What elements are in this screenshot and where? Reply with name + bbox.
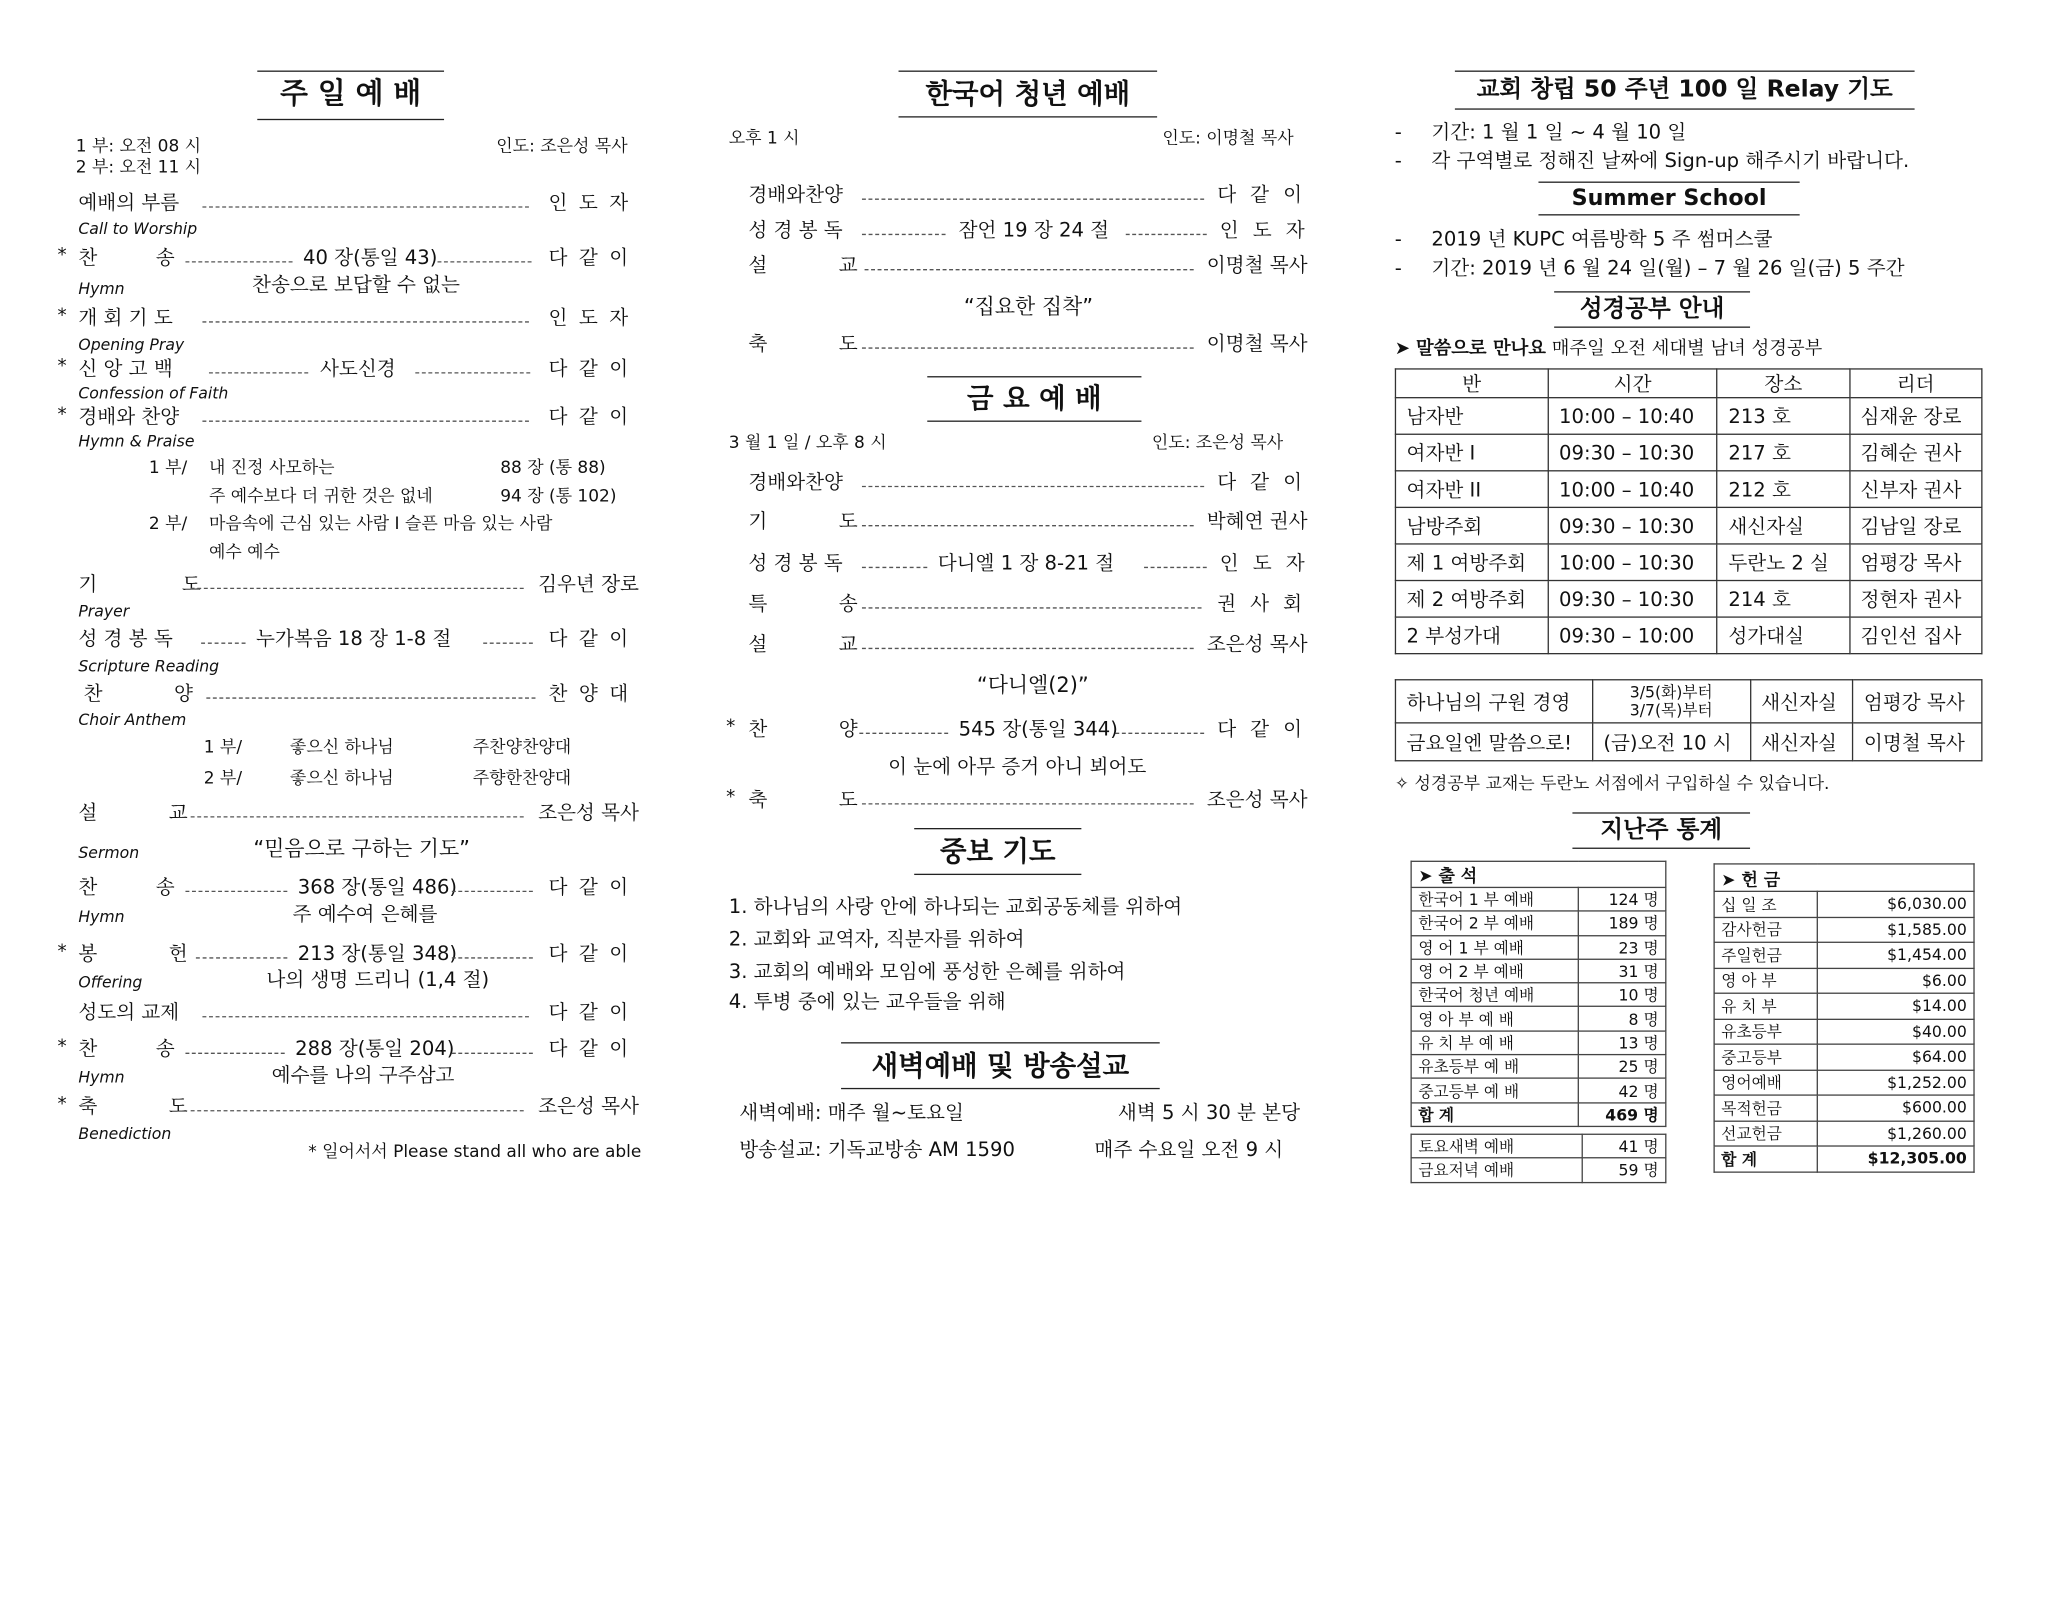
hymn3-label: 찬 송	[78, 1036, 175, 1061]
summer-title: Summer School	[1538, 182, 1799, 216]
broadcast-time: 매주 수요일 오전 9 시	[1094, 1137, 1284, 1162]
youth-bless-who: 이명철 목사	[1206, 331, 1308, 356]
leader-dots	[862, 234, 946, 235]
friday-hymn-label: 찬 양	[748, 716, 858, 741]
friday-bless-label: 축 도	[748, 787, 858, 812]
leader-dots	[438, 261, 532, 262]
friday-scripture: 다니엘 1 장 8-21 절	[937, 551, 1115, 575]
attendance-extra-table	[1410, 1134, 1666, 1183]
leader-dots	[191, 816, 524, 817]
stand-mark: *	[57, 1036, 67, 1058]
summer-item: 기간: 2019 년 6 월 24 일(월) – 7 월 26 일(금) 5 주간	[1431, 255, 1905, 280]
opening-label: 개 회 기 도	[78, 305, 173, 330]
creed-en: Confession of Faith	[78, 383, 229, 403]
stand-note: * 일어서서 Please stand all who are able	[308, 1142, 642, 1163]
right-column: 교회 창립 50 주년 100 일 Relay 기도 - 기간: 1 월 1 일 ~ 4 월 10 일 - 각 구역별로 정해진 날짜에 Sign-up 해주시기 바랍니다. Summer School - 2019 년 KUPC 여름방학 5 주 썸머스쿨 - 기간: 2019 년 6 월 24 일(월) – 7 월 26 일(금) 5 주간 성경공부 안내 ➤ 말씀으로 만나요 매주일 오전 세대별 남녀 성경공부 반 시간 장소 리더 남자반 10:00 – 10:40 213 호 심재윤 장로 여자반 I 09:30 – 10:30 217 호 김혜순 권사 여자반 II 10:00 – 10:40 212 호 신부자 권사 남방주회 09:30 – 10:30 새신자실 김남일 장로 제 1 여방주회 10:00 – 10:30 두란노 2 실 엄평강 목사 제 2 여방주회 09:30 – 10:30 214 호 정현자 권사 2 부성가대 09:30 – 10:00 성가대실 김인선 집사 하나님의 구원 경영 3/5(화)부터 3/7(목)부터 새신자실 엄평강 목사 금요일엔 말씀으로! (금)오전 10 시 새신자실 이명철 목사 ✧ 성경공부 교재는 두란노 서점에서 구입하실 수 있습니다. 지난주 통계 ➤ 출 석 한국어 1 부 예배 124 명 한국어 2 부 예배 189 명 영 어 1 부 예배 23 명 영 어 2 부 예배 31 명 한국어 청년 예배 10 명 영 아 부 예 배 8 명 유 치 부 예 배 13 명 유초등부 예 배 25 명 중고등부 예 배 42 명 합 계 469 명 토요새벽 예배 41 명 금요저녁 예배 59 명 ➤ 헌 금 십 일 조 $6,030.00 감사헌금 $1,585.00 주일헌금 $1,454.00 영 아 부 $6.00 유 치 부 $14.00 유초등부 $40.00 중고등부 $64.00 영어예배 $1,252.00 목적헌금 $600.00 선교헌금 $1,260.00 합 계 $12,305.00	[1387, 0, 1990, 1225]
leader-dots	[185, 1053, 284, 1054]
friday-time: 3 월 1 일 / 오후 8 시	[728, 433, 887, 454]
hymn3-title: 예수를 나의 구주삼고	[271, 1063, 455, 1087]
anthem-label: 찬 양	[83, 681, 193, 706]
hymn3-en: Hymn	[78, 1068, 125, 1087]
youth-row-label: 설 교	[748, 253, 858, 277]
stand-mark: *	[57, 404, 67, 426]
table-row: 주일헌금 $1,454.00	[1714, 942, 1974, 967]
anthem-song: 좋으신 하나님	[289, 769, 394, 789]
table-row: 한국어 2 부 예배 189 명	[1411, 911, 1666, 935]
opening-en: Opening Pray	[78, 335, 185, 354]
column-header: 시간	[1548, 369, 1717, 398]
friday-hymn-number: 545 장(통일 344)	[958, 716, 1118, 741]
relay-title: 교회 창립 50 주년 100 일 Relay 기도	[1455, 71, 1915, 110]
table-row: 2 부성가대 09:30 – 10:00 성가대실 김인선 집사	[1395, 617, 1981, 654]
table-row: 한국어 청년 예배 10 명	[1411, 983, 1666, 1007]
offering-title: 나의 생명 드리니 (1,4 절)	[266, 967, 490, 992]
hymn2-number: 368 장(통일 486)	[297, 875, 458, 899]
leader-dots	[862, 803, 1194, 804]
praise-who: 다 같 이	[548, 404, 631, 429]
creed-label: 신 앙 고 백	[78, 356, 173, 381]
anthem-part: 2 부/	[203, 769, 243, 789]
leader-dots	[865, 269, 1194, 270]
table-row: 중고등부 예 배 42 명	[1411, 1079, 1666, 1103]
friday-row-label: 설 교	[748, 632, 858, 656]
offering-number: 213 장(통일 348)	[297, 941, 458, 966]
dawn-title: 새벽예배 및 방송설교	[841, 1042, 1160, 1089]
praise-part: 1 부/	[148, 458, 188, 478]
friday-row-who: 인 도 자	[1219, 551, 1309, 575]
intercession-item: 3. 교회의 예배와 모임에 풍성한 은혜를 위하여	[728, 959, 1126, 984]
table-row: 영어예배 $1,252.00	[1714, 1070, 1974, 1095]
sermon-label: 설 교	[78, 800, 188, 825]
stand-mark: *	[57, 941, 67, 963]
benediction-who: 조은성 목사	[538, 1094, 639, 1118]
table-row: 한국어 1 부 예배 124 명	[1411, 887, 1666, 911]
offering-title: 헌 금	[1741, 870, 1781, 891]
table-row: 하나님의 구원 경영 3/5(화)부터 3/7(목)부터 새신자실 엄평강 목사	[1395, 680, 1981, 723]
youth-scripture: 잠언 19 장 24 절	[958, 218, 1110, 242]
praise-song: 내 진정 사모하는	[208, 458, 335, 478]
praise-song: 예수 예수	[208, 543, 280, 563]
youth-row-label: 경배와찬양	[748, 182, 843, 207]
youth-bless-label: 축 도	[748, 331, 858, 356]
prayer-label: 기 도	[78, 572, 201, 596]
friday-service-title: 금 요 예 배	[927, 376, 1141, 422]
broadcast-schedule: 방송설교: 기독교방송 AM 1590	[739, 1137, 1015, 1162]
middle-column	[716, 0, 1330, 1225]
offering-label: 봉 헌	[78, 941, 188, 966]
sermon-title: “믿음으로 구하는 기도”	[253, 835, 470, 861]
leader-dots	[1126, 234, 1207, 235]
offering-table	[1713, 863, 1974, 1172]
relay-item: 각 구역별로 정해진 날짜에 Sign-up 해주시기 바랍니다.	[1431, 148, 1910, 173]
attendance-table	[1410, 861, 1666, 1127]
youth-leader: 인도: 이명철 목사	[1162, 129, 1294, 149]
friday-hymn-title: 이 눈에 아무 증거 아니 뵈어도	[888, 754, 1147, 779]
praise-part: 2 부/	[148, 514, 188, 535]
sunday-service-column	[57, 0, 659, 1225]
leader-dots	[862, 567, 927, 568]
anthem-part: 1 부/	[203, 737, 243, 758]
friday-row-who: 다 같 이	[1217, 470, 1307, 494]
hymn3-number: 288 장(통일 204)	[295, 1036, 455, 1061]
call-label: 예배의 부름	[78, 190, 180, 215]
youth-service-title: 한국어 청년 예배	[899, 71, 1158, 118]
sermon-en: Sermon	[78, 843, 140, 862]
table-row: 제 2 여방주회 09:30 – 10:30 214 호 정현자 권사	[1395, 581, 1981, 618]
table-row: 금요일엔 말씀으로! (금)오전 10 시 새신자실 이명철 목사	[1395, 723, 1981, 761]
praise-number: 88 장 (통 88)	[500, 458, 606, 478]
creed-text: 사도신경	[319, 356, 396, 381]
table-row: 중고등부 $64.00	[1714, 1044, 1974, 1069]
youth-row-who: 인 도 자	[1219, 218, 1309, 242]
hymn1-title: 찬송으로 보답할 수 없는	[252, 272, 460, 297]
service-leader: 인도: 조은성 목사	[496, 137, 628, 157]
dawn-place: 새벽 5 시 30 분 본당	[1117, 1100, 1301, 1125]
table-row: 영 아 부 예 배 8 명	[1411, 1007, 1666, 1031]
opening-who: 인 도 자	[548, 305, 631, 330]
friday-bless-who: 조은성 목사	[1206, 787, 1308, 812]
scripture-en: Scripture Reading	[78, 656, 220, 676]
column-header: 리더	[1849, 369, 1981, 398]
stand-mark: *	[57, 245, 67, 267]
hymn1-label: 찬 송	[78, 245, 175, 270]
stand-mark: *	[57, 305, 67, 327]
friday-row-label: 기 도	[748, 509, 858, 533]
call-who: 인 도 자	[548, 190, 631, 215]
leader-dots	[1115, 733, 1204, 734]
table-row: 유 치 부 예 배 13 명	[1411, 1031, 1666, 1055]
leader-dots	[483, 643, 533, 644]
anthem-song: 좋으신 하나님	[289, 737, 394, 758]
leader-dots	[859, 733, 948, 734]
hymn2-label: 찬 송	[78, 875, 175, 899]
friday-row-who: 조은성 목사	[1206, 632, 1308, 656]
table-row: 여자반 II 10:00 – 10:40 212 호 신부자 권사	[1395, 471, 1981, 508]
scripture-text: 누가복음 18 장 1-8 절	[255, 626, 452, 651]
arrow-icon: ➤	[1418, 867, 1439, 887]
friday-row-label: 성 경 봉 독	[748, 551, 843, 575]
benediction-en: Benediction	[78, 1124, 172, 1143]
praise-song: 마음속에 근심 있는 사람 I 슬픈 마음 있는 사람	[208, 514, 553, 535]
table-row: 남자반 10:00 – 10:40 213 호 심재윤 장로	[1395, 398, 1981, 435]
intercession-item: 1. 하나님의 사랑 안에 하나되는 교회공동체를 위하여	[728, 894, 1183, 919]
arrow-icon: ➤	[1721, 870, 1742, 891]
leader-dots	[862, 347, 1194, 348]
bible-intro: ➤ 말씀으로 만나요 매주일 오전 세대별 남녀 성경공부	[1394, 338, 1823, 360]
intercession-title: 중보 기도	[914, 828, 1081, 875]
bible-extra-table	[1395, 679, 1983, 761]
anthem-choir: 주향한찬양대	[472, 769, 572, 789]
table-row: 영 어 1 부 예배 23 명	[1411, 935, 1666, 959]
table-row: 유초등부 $40.00	[1714, 1019, 1974, 1044]
friday-sermon-title: “다니엘(2)”	[976, 672, 1089, 698]
service-time-1: 1 부: 오전 08 시	[75, 137, 202, 157]
table-row: 남방주회 09:30 – 10:30 새신자실 김남일 장로	[1395, 507, 1981, 544]
leader-dots	[191, 1110, 524, 1111]
column-header: 장소	[1717, 369, 1849, 398]
table-row: 선교헌금 $1,260.00	[1714, 1121, 1974, 1146]
leader-dots	[862, 525, 1194, 526]
youth-row-label: 성 경 봉 독	[748, 218, 843, 242]
youth-sermon-title: “집요한 집착”	[963, 293, 1094, 319]
offering-total: 합 계 $12,305.00	[1714, 1146, 1974, 1171]
intercession-item: 2. 교회와 교역자, 직분자를 위하여	[728, 927, 1025, 951]
hymn1-number: 40 장(통일 43)	[302, 245, 438, 270]
table-row: 영 어 2 부 예배 31 명	[1411, 959, 1666, 983]
leader-dots	[206, 697, 535, 698]
stand-mark: *	[726, 787, 736, 809]
stand-mark: *	[57, 356, 67, 378]
leader-dots	[201, 643, 245, 644]
offering-en: Offering	[78, 972, 143, 992]
table-row: 제 1 여방주회 10:00 – 10:30 두란노 2 실 엄평강 목사	[1395, 544, 1981, 581]
benediction-label: 축 도	[78, 1094, 188, 1118]
table-row: 여자반 I 09:30 – 10:30 217 호 김혜순 권사	[1395, 434, 1981, 471]
bible-study-table	[1395, 368, 1983, 654]
sermon-who: 조은성 목사	[538, 800, 639, 825]
leader-dots	[1144, 567, 1207, 568]
service-time-2: 2 부: 오전 11 시	[75, 158, 202, 178]
intercession-item: 4. 투병 중에 있는 교우들을 위해	[728, 989, 1006, 1014]
bible-study-title: 성경공부 안내	[1554, 291, 1750, 328]
youth-row-who: 다 같 이	[1217, 182, 1307, 207]
friday-leader: 인도: 조은성 목사	[1151, 433, 1284, 454]
table-row: 영 아 부 $6.00	[1714, 968, 1974, 993]
leader-dots	[185, 891, 287, 892]
fellowship-label: 성도의 교제	[78, 1000, 180, 1024]
prayer-who: 김우년 장로	[538, 572, 639, 596]
leader-dots	[862, 607, 1202, 608]
fellowship-who: 다 같 이	[548, 1000, 631, 1024]
anthem-who: 찬 양 대	[548, 681, 631, 706]
stats-title: 지난주 통계	[1572, 812, 1750, 849]
call-en: Call to Worship	[78, 219, 198, 238]
scripture-label: 성 경 봉 독	[78, 626, 173, 651]
hymn3-who: 다 같 이	[548, 1036, 631, 1061]
friday-hymn-who: 다 같 이	[1217, 716, 1307, 741]
hymn1-who: 다 같 이	[548, 245, 631, 270]
sunday-service-title: 주 일 예 배	[257, 71, 444, 121]
friday-row-label: 특 송	[748, 591, 858, 616]
leader-dots	[202, 1016, 529, 1017]
praise-label: 경배와 찬양	[78, 404, 180, 429]
attendance-total: 합 계 469 명	[1411, 1102, 1666, 1126]
creed-who: 다 같 이	[548, 356, 631, 381]
table-row: 유초등부 예 배 25 명	[1411, 1055, 1666, 1079]
table-row: 목적헌금 $600.00	[1714, 1095, 1974, 1120]
leader-dots	[452, 957, 533, 958]
dawn-schedule: 새벽예배: 매주 월~토요일	[739, 1100, 964, 1125]
praise-song: 주 예수보다 더 귀한 것은 없네	[208, 487, 433, 507]
hymn2-en: Hymn	[78, 907, 125, 926]
column-header: 반	[1395, 369, 1547, 398]
bible-note: ✧ 성경공부 교재는 두란노 서점에서 구입하실 수 있습니다.	[1394, 774, 1830, 795]
hymn1-en: Hymn	[78, 279, 125, 298]
stand-mark: *	[726, 716, 736, 738]
praise-en: Hymn & Praise	[78, 432, 195, 451]
leader-dots	[862, 648, 1194, 649]
attendance-title: 출 석	[1438, 867, 1478, 887]
anthem-en: Choir Anthem	[78, 710, 187, 729]
leader-dots	[202, 206, 529, 207]
relay-item: 기간: 1 월 1 일 ~ 4 월 10 일	[1431, 120, 1687, 144]
friday-row-who: 박혜연 권사	[1206, 509, 1308, 533]
youth-time: 오후 1 시	[728, 129, 800, 149]
friday-row-who: 권 사 회	[1217, 591, 1307, 616]
diamond-icon: ✧	[1394, 774, 1415, 795]
leader-dots	[862, 486, 1204, 487]
praise-number: 94 장 (통 102)	[500, 487, 617, 507]
leader-dots	[452, 1053, 533, 1054]
table-row: 금요저녁 예배 59 명	[1411, 1158, 1666, 1182]
leader-dots	[191, 588, 524, 589]
friday-row-label: 경배와찬양	[748, 470, 843, 494]
hymn2-title: 주 예수여 은혜를	[292, 902, 438, 926]
table-row: 감사헌금 $1,585.00	[1714, 917, 1974, 942]
scripture-who: 다 같 이	[548, 626, 631, 651]
leader-dots	[202, 421, 529, 422]
summer-item: 2019 년 KUPC 여름방학 5 주 썸머스쿨	[1431, 227, 1773, 251]
table-row: 토요새벽 예배 41 명	[1411, 1134, 1666, 1158]
table-row: 십 일 조 $6,030.00	[1714, 891, 1974, 916]
leader-dots	[196, 957, 287, 958]
leader-dots	[862, 199, 1204, 200]
leader-dots	[202, 321, 529, 322]
anthem-choir: 주찬양찬양대	[472, 737, 572, 758]
offering-who: 다 같 이	[548, 941, 631, 966]
hymn2-who: 다 같 이	[548, 875, 631, 899]
leader-dots	[185, 261, 292, 262]
prayer-en: Prayer	[78, 602, 130, 621]
leader-dots	[209, 372, 308, 373]
youth-row-who: 이명철 목사	[1206, 253, 1308, 277]
table-row: 유 치 부 $14.00	[1714, 993, 1974, 1018]
stand-mark: *	[57, 1094, 67, 1116]
arrow-icon: ➤	[1394, 338, 1416, 360]
leader-dots	[452, 891, 533, 892]
leader-dots	[415, 372, 530, 373]
